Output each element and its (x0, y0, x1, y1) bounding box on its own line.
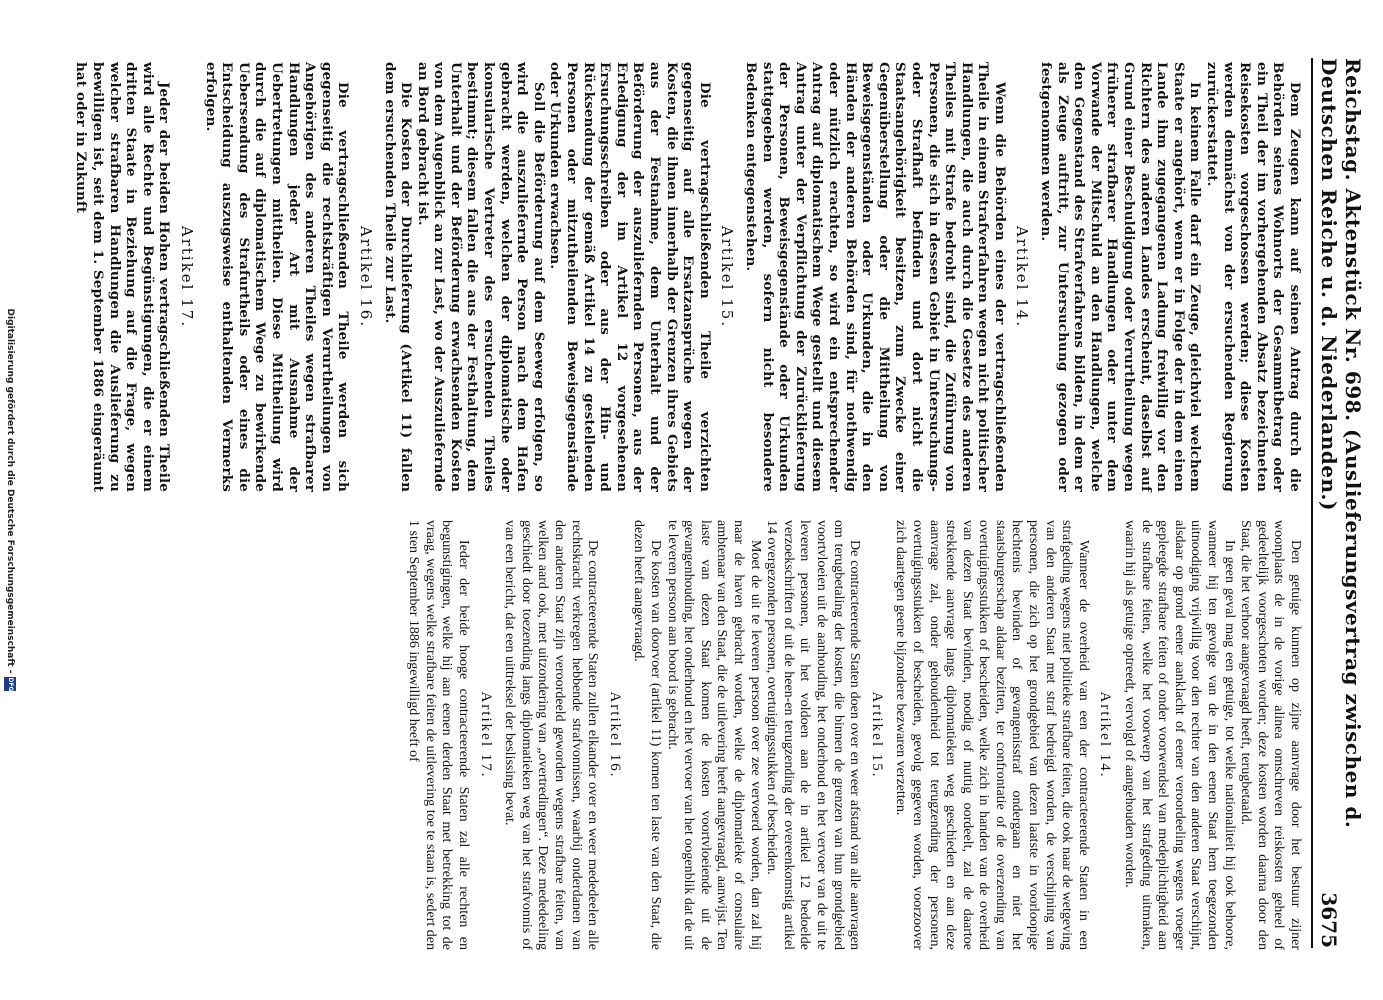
german-paragraph: Soll die Beförderung auf dem Seeweg erfolgen, so wird die auszuliefernde Person nach dem Hafen gebracht werden, welchen der diplomatische oder konsularische Vertreter des ersuchenden Theiles bestimmt; diesem fallen die aus der Festhaltung, dem Unterhalt und der Beförderung erwachsenden Kosten von dem Augenblick an zur Last, wo der Auszuliefernde an Bord gebracht ist. (414, 62, 547, 492)
german-article-16-heading: Artikel 16. (356, 225, 375, 329)
dutch-paragraph: In geen geval mag een getuige, tot welke nationaliteit hij ook behoore, wanneer hij ten gevolge van de in den eenen Staat hem toegezonden uitnoodiging vrijwillig voor den rechter van den anderen Staat verschijnt, alsdaar op grond eener aanklacht of eener veroordeeling wegens vroeger gepleegde strafbare feiten of onder voorwendsel van medeplichtigheid aan de strafbare feiten, welke het voorwerp van het strafgeding uitmaken, waarin hij als getuige optreedt, vervolgd of aangehouden worden. (1122, 520, 1237, 950)
page-header (1311, 58, 1365, 948)
page-number: 3675 (1317, 892, 1341, 948)
german-paragraph: Die Kosten der Durchlieferung (Artikel 11) fallen dem ersuchenden Theile zur Last. (381, 62, 415, 492)
german-paragraph: Dem Zeugen kann auf seinen Antrag durch die Behörden seines Wohnorts der Gesammtbetrag oder ein Theil der im vorhergehenden Absatz bezeichneten Reisekosten vorgeschossen werden; diese Kosten werden demnächst von der ersuchenden Regierung zurückerstattet. (1204, 62, 1303, 492)
german-article-16-text: Die vertragschließenden Theile werden sich gegenseitig die rechtskräftigen Verurtheilungen von Angehörigen des anderen Theiles wegen strafbarer Handlungen jeder Art mit Ausnahme der Uebertretungen mittheilen. Diese Mittheilung wird durch die auf diplomatischem Wege zu bewirkende Uebersendung des Strafurtheils oder eines die Entscheidung auszugsweise enthaltenden Vermerks erfolgen. (202, 62, 352, 492)
credit-text: Digitalisierung gefördert durch die Deutsche Forschungsgemeinschaft - (5, 308, 15, 674)
dfg-logo: DFG (4, 677, 16, 691)
german-article-17-heading: Artikel 17. (178, 225, 196, 329)
dutch-article-16-text: De contracteerende Staten zullen elkander over en weer mededeelen alle rechtskracht verkregen hebbende strafvonnissen, waarbij onderdanen van den anderen Staat zijn veroordeeld geworden wegens strafbare feiten, van welken aard ook, met uitzondering van „overtredingen“. Deze mededeeling geschiedt door toezending langs diplomatieken weg van het strafvonnis of van een bericht, dat een uittreksel der beslissing bevat. (502, 520, 601, 950)
dutch-article-16-heading: Artikel 16. (606, 691, 623, 779)
german-article-14-heading: Artikel 14. (1013, 225, 1032, 329)
dutch-text-column (405, 520, 1303, 950)
german-paragraph: In keinem Falle darf ein Zeuge, gleichviel welchem Staate er angehört, wenn er in Folge der in dem einen Lande ihm zugegangenen Ladung freiwillig vor den Richtern des anderen Landes erscheint, daselbst auf Grund einer Beschuldigung oder Verurtheilung wegen früherer strafbarer Handlungen oder unter dem Vorwande der Mitschuld an den Handlungen, welche den Gegenstand des Strafverfahrens bilden, in dem er als Zeuge auftritt, zur Untersuchung gezogen oder festgenommen werden. (1038, 62, 1204, 492)
dutch-article-17-text: Ieder der beide hooge contracteerende Staten zal alle rechten en begunstigingen, welke hij aan eenen derden Staat met betrekking tot de vraag, wegens welke strafbare feiten de uitlevering toe te staan is, sedert den 1 sten September 1886 ingewilligd heeft of (406, 520, 472, 950)
dutch-paragraph: De kosten van doorvoer (artikel 11) komen ten laste van den Staat, die dezen heeft aangevraagd. (631, 520, 664, 950)
dutch-paragraph: De contracteerende Staten doen over en weer afstand van alle aanvragen om terugbetaling der kosten, die binnen de grenzen van hun grondgebied voortvloeien uit de aanhouding, het onderhoud en het vervoer van de uit te leveren personen, uit het voldoen aan de in artikel 12 bedoelde verzoekschriften of uit de heen-en terugzending der overeenkomstig artikel 14 overgezonden personen, overtuigingsstukken of bescheiden. (764, 520, 863, 950)
dutch-article-14-heading: Artikel 14. (1097, 691, 1114, 779)
digitization-credit (0, 0, 20, 1000)
german-text-column (73, 62, 1303, 492)
german-article-14-text: Wenn die Behörden eines der vertragschließenden Theile in einem Strafverfahren wegen nicht politischer Handlungen, die auch durch die Gesetze des anderen Theiles mit Strafe bedroht sind, die Zuführung von Personen, die sich in dessen Gebiet in Untersuchungs- oder Strafhaft befinden und dort nicht die Staatsangehörigkeit besitzen, zum Zwecke einer Gegenüberstellung oder die Mittheilung von Beweisgegenständen oder Urkunden, die in den Händen der anderen Behörden sind, für nothwendig oder nützlich erachten, so wird ein entsprechender Antrag auf diplomatischem Wege gestellt und diesem Antrag unter der Verpflichtung der Zurücklieferung der Personen, Beweisgegenstände oder Urkunden stattgegeben werden, sofern nicht besondere Bedenken entgegenstehen. (743, 62, 1008, 492)
dutch-article-15-heading: Artikel 15. (868, 691, 885, 779)
german-paragraph: Die vertragschließenden Theile verzichten gegenseitig auf alle Ersatzansprüche wegen der Kosten, die ihnen innerhalb der Grenzen ihres Gebiets aus der Festnahme, dem Unterhalt und der Beförderung der auszuliefernden Personen, aus der Erledigung der im Artikel 12 vorgesehenen Ersuchungsschreiben oder aus der Hin- und Rücksendung der gemäß Artikel 14 zu gestellenden Personen oder mitzutheilenden Beweisgegenstände oder Urkunden erwachsen. (547, 62, 713, 492)
dutch-article-17-heading: Artikel 17. (477, 691, 494, 779)
german-article-17-text: Jeder der beiden Hohen vertragschließenden Theile wird alle Rechte und Begünstigungen, die er einem dritten Staate in Beziehung auf die Frage, wegen welcher strafbaren Handlungen die Auslieferung zu bewilligen ist, seit dem 1. September 1886 eingeräumt hat oder in Zukunft (73, 62, 173, 492)
dutch-paragraph: Moet de uit te leveren persoon over zee vervoerd worden, dan zal hij naar de haven gebracht worden, welke de diplomatieke of consulaire ambtenaar van den Staat, die de uitlevering heeft aangevraagd, aanwijst. Ten laste van dezen Staat komen de kosten voortvloeiende uit de gevangenhouding, het onderhoud en het vervoer van het oogenblik dat de uit te leveren persoon aan boord is gebracht. (664, 520, 763, 950)
page-title: Reichstag. Aktenstück Nr. 698. (Auslieferungsvertrag zwischen d. Deutschen Reiche u. d. Niederlanden.) (1317, 58, 1365, 829)
dutch-article-14-text: Wanneer de overheid van een der contracteerende Staten in een strafgeding wegens niet politieke strafbare feiten, die ook naar de wetgeving van den anderen Staat met straf bedreigd worden, de verschijning van personen, die zich op het grondgebied van dezen laatste in voorloopige hechtenis bevinden of gevangenisstraf ondergaan en niet het staatsburgerschap aldaar bezitten, ter confrontatie of de overzending van overtuigingsstukken of bescheiden, welke zich in handen van de overheid van dezen Staat bevinden, noodig of nuttig oordeelt, zal de daartoe strekkende aanvrage langs diplomatieken weg geschieden en aan deze aanvrage zal, onder gehoudenheid tot terugzending der personen, overtuigingsstukken of bescheiden, gevolg gegeven worden, voorzoover zich daartegen geene bijzondere bezwaren verzetten. (893, 520, 1091, 950)
dutch-paragraph: Den getuige kunnen op zijne aanvrage door het bestuur zijner woonplaats de in de vorige alinea omschreven reiskosten geheel of gedeeltelijk voorgeschoten worden; deze kosten worden daarna door den Staat, die het verhoor aangevraagd heeft, terugbetaald. (1238, 520, 1303, 950)
german-article-15-heading: Artikel 15. (718, 225, 737, 329)
